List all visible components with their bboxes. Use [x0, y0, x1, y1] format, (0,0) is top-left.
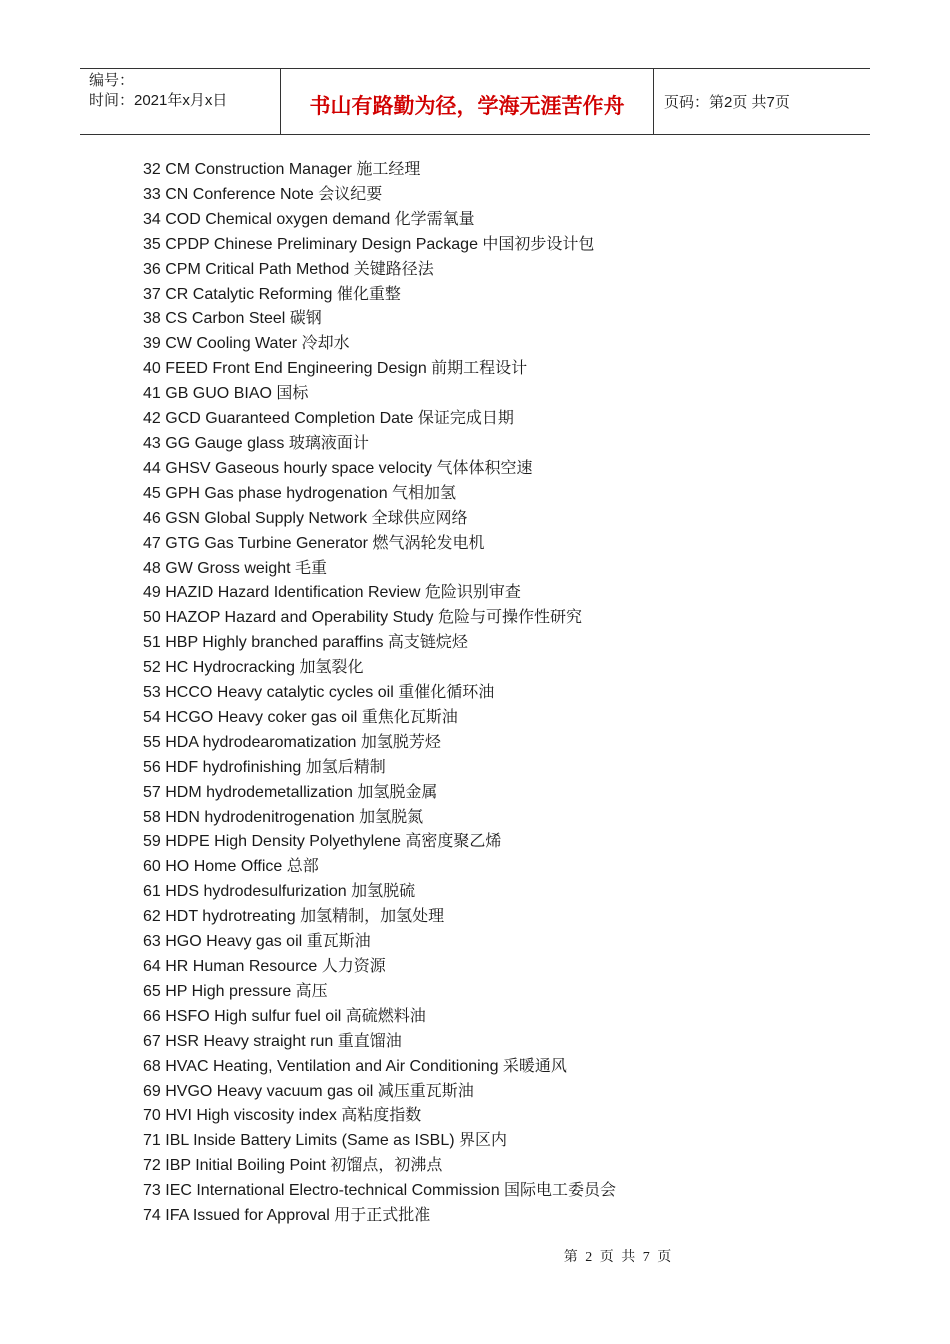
glossary-entry: 69 HVGO Heavy vacuum gas oil 减压重瓦斯油: [143, 1082, 474, 1100]
glossary-entry: 62 HDT hydrotreating 加氢精制，加氢处理: [143, 908, 445, 926]
glossary-entry: 64 HR Human Resource 人力资源: [143, 958, 386, 975]
glossary-entry: 71 IBL Inside Battery Limits (Same as ISBL) 界区内: [143, 1132, 507, 1150]
glossary-entry: 51 HBP Highly branched paraffins 高支链烷烃: [143, 634, 468, 652]
glossary-entry: 43 GG Gauge glass 玻璃液面计: [143, 434, 369, 452]
header-meta: [80, 69, 281, 134]
glossary-entry: 37 CR Catalytic Reforming 催化重整: [143, 285, 401, 303]
header-motto: 书山有路勤为径，学海无涯苦作舟: [281, 69, 654, 134]
glossary-entry: 34 COD Chemical oxygen demand 化学需氧量: [143, 210, 475, 228]
document-date-label: 时间：2021年x月x日: [89, 92, 228, 109]
glossary-entry: 47 GTG Gas Turbine Generator 燃气涡轮发电机: [143, 534, 485, 552]
glossary-entry: 49 HAZID Hazard Identification Review 危险识别审查: [143, 584, 521, 602]
glossary-entry: 54 HCGO Heavy coker gas oil 重焦化瓦斯油: [143, 708, 458, 726]
page-header: [80, 68, 870, 135]
glossary-entry: 67 HSR Heavy straight run 重直馏油: [143, 1032, 402, 1050]
glossary-entry: 53 HCCO Heavy catalytic cycles oil 重催化循环油: [143, 684, 495, 702]
glossary-entry: 56 HDF hydrofinishing 加氢后精制: [143, 758, 386, 776]
glossary-entry: 58 HDN hydrodenitrogenation 加氢脱氮: [143, 808, 424, 826]
glossary-entry: 35 CPDP Chinese Preliminary Design Package 中国初步设计包: [143, 235, 595, 253]
glossary-entry: 73 IEC International Electro-technical Commission 国际电工委员会: [143, 1182, 617, 1200]
glossary-entry: 59 HDPE High Density Polyethylene 高密度聚乙烯: [143, 833, 502, 851]
glossary-entry: 41 GB GUO BIAO 国标: [143, 385, 309, 403]
glossary-entry: 36 CPM Critical Path Method 关键路径法: [143, 260, 434, 278]
document-code-label: 编号：: [89, 72, 135, 89]
glossary-entry: 55 HDA hydrodearomatization 加氢脱芳烃: [143, 733, 441, 751]
page-footer: 第 2 页 共 7 页: [563, 1250, 672, 1265]
glossary-list: [143, 158, 616, 1229]
glossary-entry: 38 CS Carbon Steel 碳钢: [143, 310, 322, 328]
glossary-entry: 60 HO Home Office 总部: [143, 858, 319, 876]
glossary-entry: 48 GW Gross weight 毛重: [143, 559, 328, 577]
glossary-entry: 65 HP High pressure 高压: [143, 982, 328, 1000]
glossary-entry: 50 HAZOP Hazard and Operability Study 危险与可操作性研究: [143, 609, 582, 627]
glossary-entry: 40 FEED Front End Engineering Design 前期工程设计: [143, 360, 528, 378]
glossary-entry: 63 HGO Heavy gas oil 重瓦斯油: [143, 933, 371, 951]
glossary-entry: 72 IBP Initial Boiling Point 初馏点，初沸点: [143, 1157, 443, 1175]
glossary-entry: 57 HDM hydrodemetallization 加氢脱金属: [143, 783, 438, 801]
glossary-entry: 66 HSFO High sulfur fuel oil 高硫燃料油: [143, 1007, 426, 1025]
glossary-entry: 45 GPH Gas phase hydrogenation 气相加氢: [143, 484, 457, 502]
glossary-entry: 61 HDS hydrodesulfurization 加氢脱硫: [143, 883, 416, 901]
header-page-info: 页码：第2页 共7页: [664, 94, 790, 111]
glossary-entry: 33 CN Conference Note 会议纪要: [143, 185, 383, 203]
glossary-entry: 32 CM Construction Manager 施工经理: [143, 161, 421, 178]
glossary-entry: 44 GHSV Gaseous hourly space velocity 气体体积空速: [143, 459, 533, 477]
glossary-entry: 42 GCD Guaranteed Completion Date 保证完成日期: [143, 410, 514, 428]
glossary-entry: 70 HVI High viscosity index 高粘度指数: [143, 1107, 422, 1125]
glossary-entry: 52 HC Hydrocracking 加氢裂化: [143, 659, 364, 677]
glossary-entry: 39 CW Cooling Water 冷却水: [143, 335, 350, 353]
glossary-entry: 68 HVAC Heating, Ventilation and Air Conditioning 采暖通风: [143, 1057, 567, 1075]
glossary-entry: 74 IFA Issued for Approval 用于正式批准: [143, 1207, 431, 1225]
glossary-entry: 46 GSN Global Supply Network 全球供应网络: [143, 509, 468, 527]
